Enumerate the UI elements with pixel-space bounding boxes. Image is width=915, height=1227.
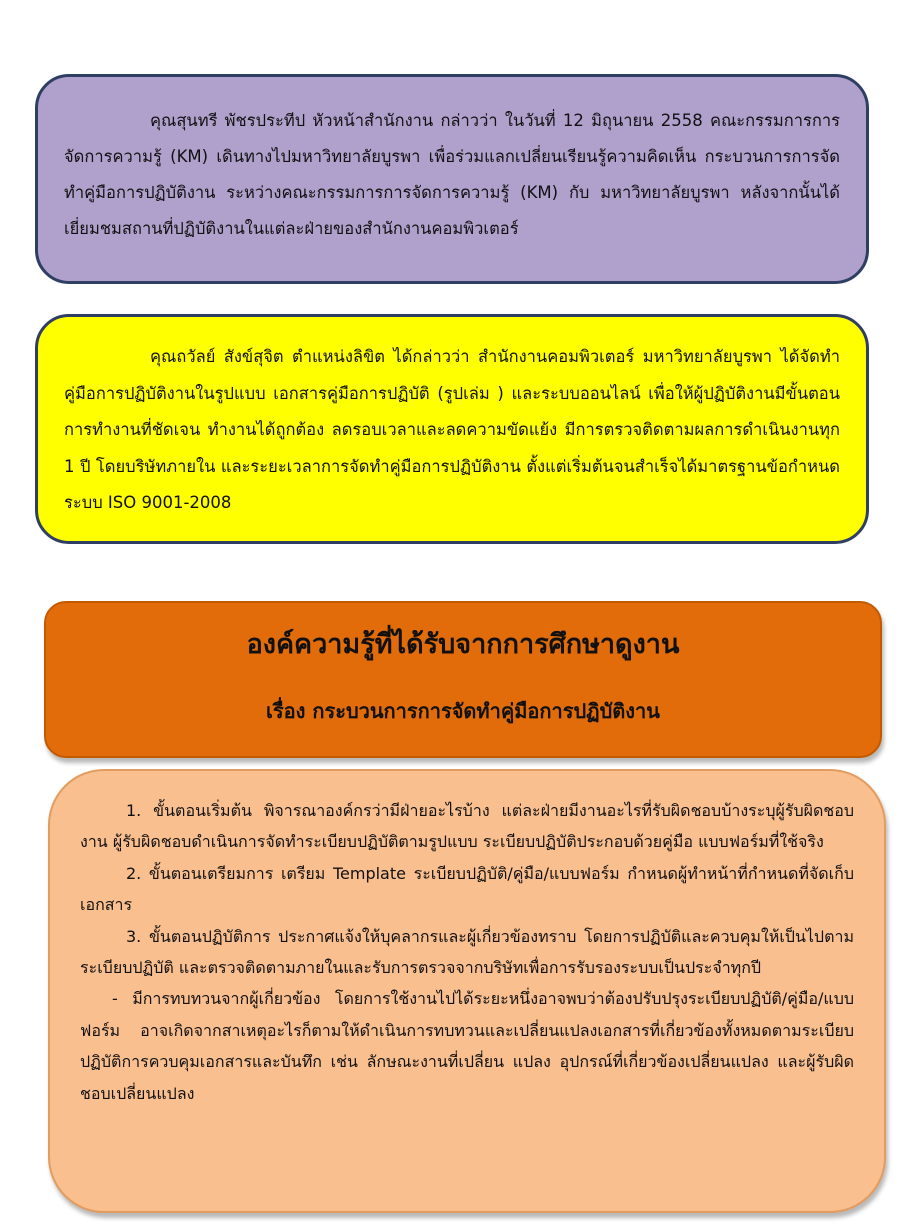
knowledge-title: องค์ความรู้ที่ได้รับจากการศึกษาดูงาน xyxy=(246,629,680,660)
step-item xyxy=(80,795,854,858)
intro-paragraph-box xyxy=(35,74,869,284)
step-text: 2. ขั้นตอนเตรียมการ เตรียม Template ระเบียบปฏิบัติ/คู่มือ/แบบฟอร์ม กำหนดผู้ทำหน้าที่กำหนดที่จัดเก็บเอกสาร xyxy=(80,863,854,915)
manual-paragraph xyxy=(64,339,840,522)
step-text: 1. ขั้นตอนเริ่มต้น พิจารณาองค์กรว่ามีฝ่ายอะไรบ้าง แต่ละฝ่ายมีงานอะไรที่รับผิดชอบบ้างระบุผู้รับผิดชอบงาน ผู้รับผิดชอบดำเนินการจัดทำระเบียบปฏิบัติตามรูปแบบ ระเบียบปฏิบัติประกอบด้วยคู่มือ แบบฟอร์มที่ใช้จริง xyxy=(80,801,854,852)
step-item xyxy=(80,983,854,1109)
step-item xyxy=(80,921,854,984)
intro-paragraph xyxy=(64,103,840,247)
intro-paragraph-text: คุณสุนทรี พัชรประทีป หัวหน้าสำนักงาน กล่าวว่า ในวันที่ 12 มิถุนายน 2558 คณะกรรมการการจัดการความรู้ (KM) เดินทางไปมหาวิทยาลัยบูรพา เพื่อร่วมแลกเปลี่ยนเรียนรู้ความคิดเห็น กระบวนการการจัดทำคู่มือการปฏิบัติงาน ระหว่างคณะกรรมการการจัดการความรู้ (KM) กับ มหาวิทยาลัยบูรพา หลังจากนั้นได้เยี่ยมชมสถานที่ปฏิบัติงานในแต่ละฝ่ายของสำนักงานคอมพิวเตอร์ xyxy=(64,111,840,238)
knowledge-subtitle: เรื่อง กระบวนการการจัดทำคู่มือการปฏิบัติงาน xyxy=(266,699,660,723)
manual-paragraph-box xyxy=(35,314,869,544)
manual-paragraph-text: คุณถวัลย์ สังข์สุจิต ตำแหน่งลิขิต ได้กล่าวว่า สำนักงานคอมพิวเตอร์ มหาวิทยาลัยบูรพา ได้จัดทำคู่มือการปฏิบัติงานในรูปแบบ เอกสารคู่มือการปฏิบัติ (รูปเล่ม ) และระบบออนไลน์ เพื่อให้ผู้ปฏิบัติงานมีขั้นตอนการทำงานที่ชัดเจน ทำงานได้ถูกต้อง ลดรอบเวลาและลดความขัดแย้ง มีการตรวจติดตามผลการดำเนินงานทุก 1 ปี โดยบริษัทภายใน และระยะเวลาการจัดทำคู่มือการปฏิบัติงาน ตั้งแต่เริ่มต้นจนสำเร็จได้มาตรฐานข้อกำหนดระบบ ISO 9001-2008 xyxy=(64,347,840,512)
step-text: - มีการทบทวนจากผู้เกี่ยวข้อง โดยการใช้งานไปได้ระยะหนึ่งอาจพบว่าต้องปรับปรุงระเบียบปฏิบัติ/คู่มือ/แบบฟอร์ม อาจเกิดจากสาเหตุอะไรก็ตามให้ดำเนินการทบทวนและเปลี่ยนแปลงเอกสารที่เกี่ยวข้องทั้งหมดตามระเบียบปฏิบัติการควบคุมเอกสารและบันทึก เช่น ลักษณะงานที่เปลี่ยน แปลง อุปกรณ์ที่เกี่ยวข้องเปลี่ยนแปลง และผู้รับผิดชอบเปลี่ยนแปลง xyxy=(80,989,854,1103)
step-item xyxy=(80,858,854,921)
step-text: 3. ขั้นตอนปฏิบัติการ ประกาศแจ้งให้บุคลากรและผู้เกี่ยวข้องทราบ โดยการปฏิบัติและควบคุมให้เป็นไปตามระเบียบปฏิบัติ และตรวจติดตามภายในและรับการตรวจจากบริษัทเพื่อการรับรองระบบเป็นประจำทุกปี xyxy=(80,926,854,978)
process-steps-box xyxy=(48,769,886,1213)
knowledge-header-box xyxy=(44,601,882,758)
